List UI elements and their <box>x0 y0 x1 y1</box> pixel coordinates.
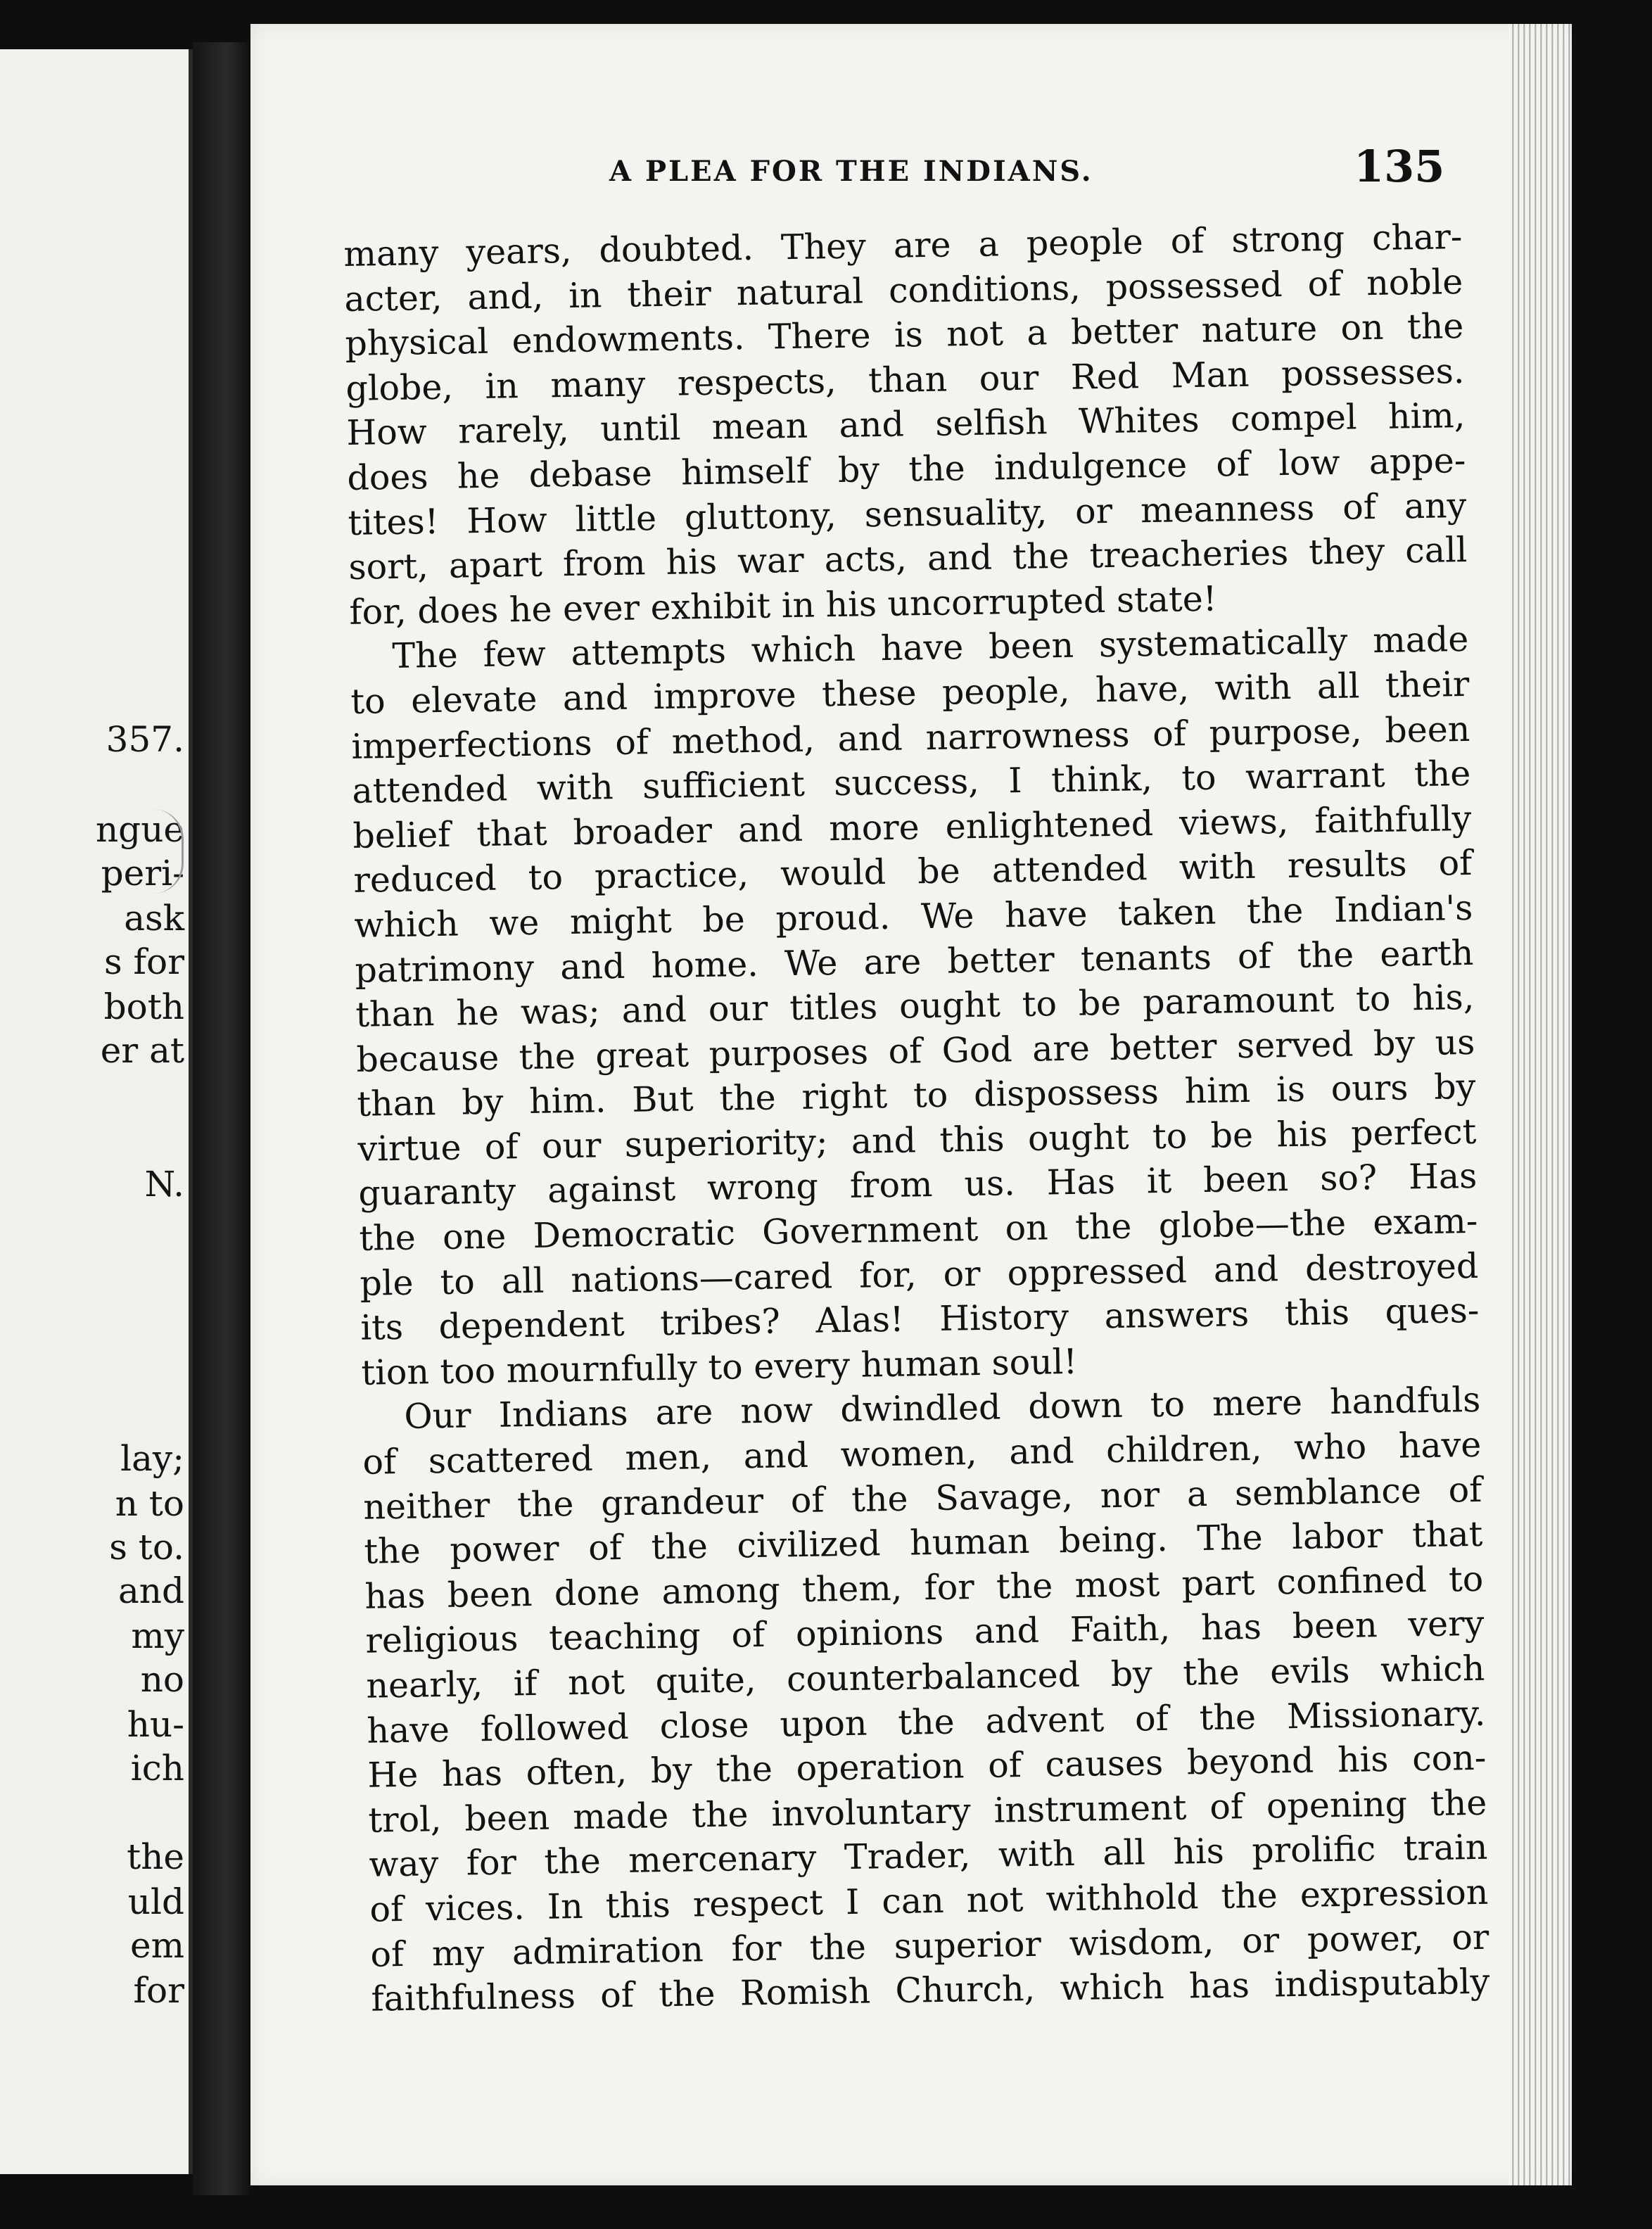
text-line: way for the mercenary Trader, with all his prolific train <box>369 1827 1488 1886</box>
left-text-fragment: er at <box>100 1030 184 1071</box>
paragraph-start-line: Our Indians are now dwindled down to mere handfuls <box>404 1380 1481 1437</box>
left-text-fragment: for <box>133 1970 184 2011</box>
text-line: because the great purposes of God are better served by us <box>356 1022 1475 1080</box>
text-line: acter, and, in their natural conditions, possessed of noble <box>344 261 1463 319</box>
text-line: which we might be proud. We have taken the Indian's <box>354 887 1473 946</box>
left-text-fragment: uld <box>127 1881 184 1922</box>
left-text-fragment: ask <box>124 898 184 939</box>
left-text-fragment: hu- <box>127 1704 184 1745</box>
text-line: has been done among them, for the most part confined to <box>364 1558 1484 1617</box>
text-line: does he debase himself by the indulgence of low appe- <box>347 440 1466 498</box>
page-number: 135 <box>1354 141 1445 192</box>
left-text-fragment: s for <box>103 941 184 982</box>
text-line: reduced to practice, would be attended with results of <box>353 843 1473 901</box>
text-line: nearly, if not quite, counterbalanced by the evils which <box>366 1648 1485 1706</box>
left-text-fragment: the <box>127 1836 184 1877</box>
text-line: for, does he ever exhibit in his uncorrupted state! <box>349 578 1217 633</box>
text-line: the one Democratic Government on the globe—the exam- <box>359 1200 1478 1259</box>
left-text-fragment: lay; <box>120 1438 184 1479</box>
left-text-fragment: em <box>129 1925 184 1966</box>
left-text-fragment: no <box>140 1659 184 1700</box>
text-line: globe, in many respects, than our Red Man possesses. <box>345 350 1465 409</box>
running-title: A PLEA FOR THE INDIANS. <box>609 155 1093 188</box>
text-line: than he was; and our titles ought to be paramount to his, <box>355 977 1475 1035</box>
text-line: faithfulness of the Romish Church, which has indisputably <box>371 1961 1490 2019</box>
left-page-fragment <box>0 49 193 2174</box>
left-text-fragment: n to <box>115 1483 184 1524</box>
text-line: of vices. In this respect I can not withhold the expression <box>369 1872 1489 1930</box>
left-text-fragment: N. <box>144 1164 184 1205</box>
paragraph-start-line: The few attempts which have been systematically made <box>392 619 1469 677</box>
left-text-fragment: 357. <box>106 719 184 760</box>
text-line: trol, been made the involuntary instrument of opening the <box>368 1782 1487 1841</box>
left-text-fragment: ich <box>130 1748 184 1789</box>
left-text-fragment: both <box>103 986 184 1027</box>
main-page <box>250 24 1572 2185</box>
text-line: neither the grandeur of the Savage, nor a semblance of <box>363 1469 1482 1528</box>
text-line: many years, doubted. They are a people of strong char- <box>343 217 1463 274</box>
text-line: of scattered men, and women, and children, who have <box>362 1424 1482 1482</box>
text-line: tion too mournfully to every human soul! <box>361 1341 1078 1393</box>
text-line: ple to all nations—cared for, or oppressed and destroyed <box>360 1245 1479 1304</box>
page-edges <box>1508 24 1572 2185</box>
left-text-fragment: ngue <box>95 809 184 850</box>
text-line: He has often, by the operation of causes beyond his con- <box>367 1737 1487 1796</box>
left-text-fragment: and <box>117 1570 184 1611</box>
text-line: sort, apart from his war acts, and the treacheries they call <box>348 530 1468 588</box>
text-line: the power of the civilized human being. The labor that <box>364 1514 1483 1572</box>
text-line: tites! How little gluttony, sensuality, or meanness of any <box>348 485 1467 543</box>
text-line: physical endowments. There is not a better nature on the <box>345 306 1464 364</box>
text-line: virtue of our superiority; and this ought to be his perfect <box>357 1111 1477 1169</box>
text-line: attended with sufficient success, I think, to warrant the <box>352 754 1471 812</box>
left-text-fragment: peri- <box>101 853 184 894</box>
body-text <box>343 215 1490 2021</box>
text-line: have followed close upon the advent of the Missionary. <box>367 1693 1486 1751</box>
text-line: religious teaching of opinions and Faith, has been very <box>365 1604 1485 1662</box>
text-line: guaranty against wrong from us. Has it been so? Has <box>358 1156 1478 1214</box>
text-line: How rarely, until mean and selfish Whites compel him, <box>346 395 1466 454</box>
text-line: patrimony and home. We are better tenants of the earth <box>355 932 1474 991</box>
text-line: than by him. But the right to dispossess him is ours by <box>357 1067 1476 1125</box>
book-gutter <box>193 42 249 2195</box>
text-line: belief that broader and more enlightened views, faithfully <box>352 798 1472 856</box>
text-line: to elevate and improve these people, have, with all their <box>350 663 1470 722</box>
text-line: of my admiration for the superior wisdom, or power, or <box>370 1917 1489 1975</box>
text-line: its dependent tribes? Alas! History answers this ques- <box>360 1290 1480 1349</box>
text-line: imperfections of method, and narrowness of purpose, been <box>351 709 1470 767</box>
left-text-fragment: s to. <box>109 1527 184 1568</box>
left-text-fragment: my <box>131 1615 184 1656</box>
